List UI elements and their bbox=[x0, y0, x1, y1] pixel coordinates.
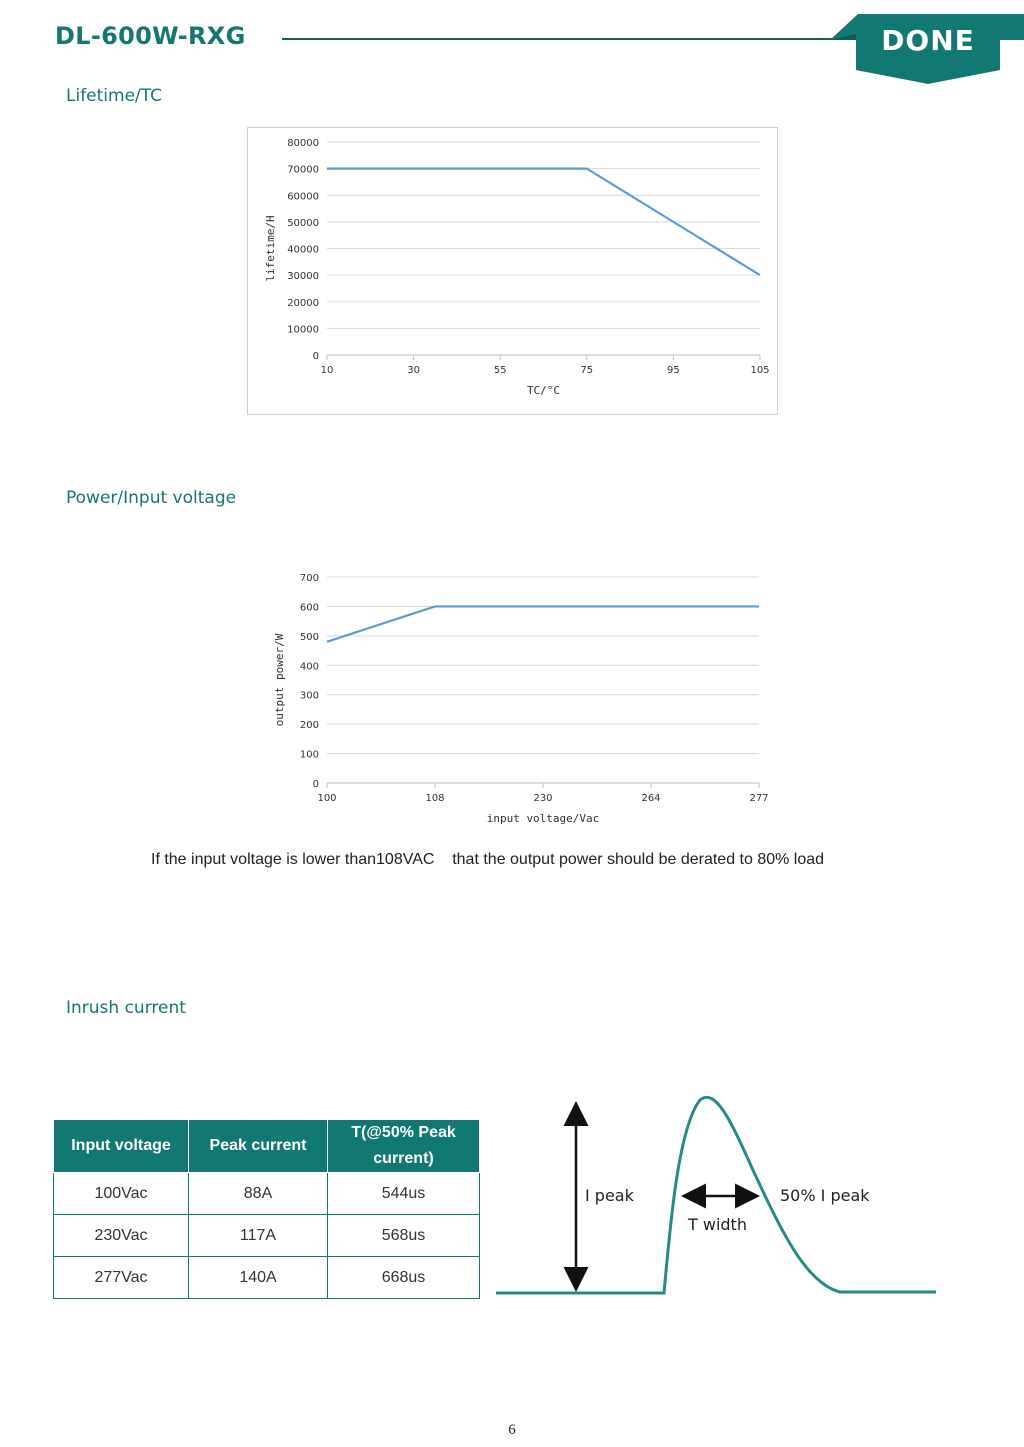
x-tick-label: 10 bbox=[320, 365, 334, 376]
cell-peak-current: 140A bbox=[189, 1257, 328, 1299]
y-tick-label: 80000 bbox=[287, 138, 319, 149]
x-tick-label: 30 bbox=[407, 365, 420, 376]
y-tick-label: 400 bbox=[299, 661, 319, 673]
inrush-waveform-diagram bbox=[490, 1088, 940, 1303]
cell-peak-current: 117A bbox=[189, 1215, 328, 1257]
inrush-section-title: Inrush current bbox=[66, 998, 186, 1018]
x-axis-title: TC/°C bbox=[526, 384, 561, 397]
cell-t-width: 668us bbox=[328, 1257, 480, 1299]
series-line bbox=[327, 606, 759, 641]
x-tick-label: 95 bbox=[667, 365, 680, 376]
x-tick-label: 264 bbox=[641, 793, 661, 804]
brand-logo bbox=[828, 12, 1024, 86]
table-row bbox=[54, 1257, 480, 1299]
cell-input-voltage: 230Vac bbox=[54, 1215, 189, 1257]
lifetime-section-title: Lifetime/TC bbox=[66, 86, 163, 106]
x-tick-label: 230 bbox=[533, 793, 553, 804]
x-tick-label: 105 bbox=[750, 365, 770, 376]
inrush-table bbox=[53, 1119, 480, 1299]
y-tick-label: 70000 bbox=[287, 164, 319, 176]
y-tick-label: 200 bbox=[299, 720, 319, 732]
model-title: DL-600W-RXG bbox=[55, 22, 246, 50]
header-t-width: T(@50% Peak current) bbox=[328, 1120, 480, 1173]
y-axis-title: output power/W bbox=[273, 633, 286, 727]
y-tick-label: 50000 bbox=[287, 217, 319, 229]
header-peak-current: Peak current bbox=[189, 1120, 328, 1173]
x-axis-title: input voltage/Vac bbox=[486, 812, 600, 825]
x-tick-label: 100 bbox=[317, 793, 337, 804]
y-tick-label: 20000 bbox=[287, 297, 319, 309]
y-tick-label: 300 bbox=[299, 690, 319, 702]
logo-text: DONE bbox=[881, 24, 975, 57]
x-tick-label: 108 bbox=[425, 793, 445, 804]
power-chart bbox=[254, 545, 772, 833]
y-tick-label: 0 bbox=[312, 351, 319, 362]
x-tick-label: 75 bbox=[580, 365, 594, 376]
cell-input-voltage: 277Vac bbox=[54, 1257, 189, 1299]
header-divider bbox=[282, 38, 842, 40]
table-row bbox=[54, 1215, 480, 1257]
y-tick-label: 500 bbox=[299, 631, 319, 643]
label-i-peak: I peak bbox=[585, 1186, 634, 1205]
y-tick-label: 700 bbox=[299, 573, 319, 584]
y-tick-label: 10000 bbox=[287, 324, 319, 336]
y-tick-label: 0 bbox=[312, 779, 319, 790]
y-tick-label: 30000 bbox=[287, 271, 319, 283]
y-tick-label: 60000 bbox=[287, 191, 319, 203]
power-section-title: Power/Input voltage bbox=[66, 488, 237, 508]
label-t-width: T width bbox=[688, 1215, 747, 1234]
table-row bbox=[54, 1173, 480, 1215]
cell-input-voltage: 100Vac bbox=[54, 1173, 189, 1215]
lifetime-chart bbox=[247, 127, 778, 415]
derating-note: If the input voltage is lower than108VAC that the output power should be derated to 80% load bbox=[151, 851, 825, 868]
y-tick-label: 600 bbox=[299, 602, 319, 614]
x-tick-label: 55 bbox=[493, 365, 507, 376]
cell-t-width: 544us bbox=[328, 1173, 480, 1215]
y-tick-label: 40000 bbox=[287, 244, 319, 256]
x-tick-label: 277 bbox=[749, 793, 769, 804]
page-number: 6 bbox=[508, 1422, 516, 1438]
cell-t-width: 568us bbox=[328, 1215, 480, 1257]
header-input-voltage: Input voltage bbox=[54, 1120, 189, 1173]
cell-peak-current: 88A bbox=[189, 1173, 328, 1215]
table-header-row bbox=[54, 1120, 480, 1173]
y-tick-label: 100 bbox=[299, 749, 319, 761]
label-half-peak: 50% I peak bbox=[780, 1186, 870, 1205]
y-axis-title: lifetime/H bbox=[264, 215, 277, 282]
